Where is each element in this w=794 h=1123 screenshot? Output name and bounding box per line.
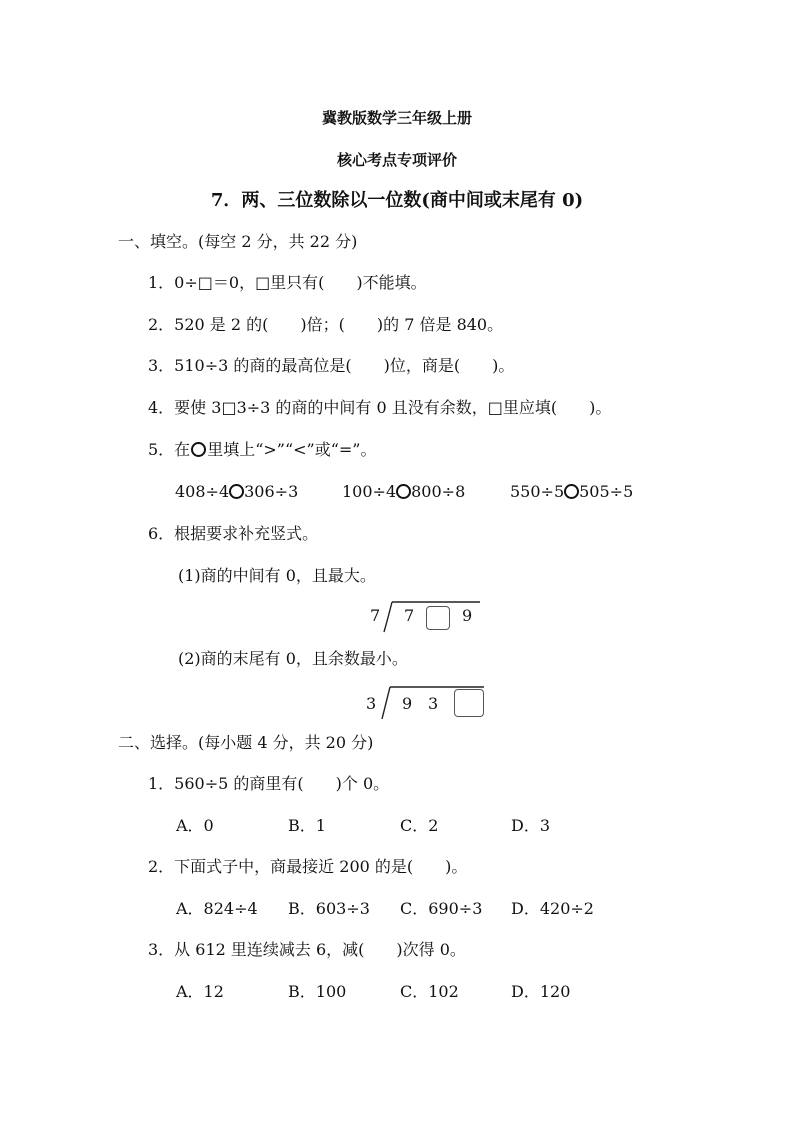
compare-right: 505÷5: [579, 482, 634, 501]
dividend-digit: 3: [428, 694, 439, 713]
compare-left: 550÷5: [510, 482, 565, 501]
question-1-5-suffix: 里填上“>”“<”或“=”。: [207, 440, 377, 459]
option-d[interactable]: D．420÷2: [511, 899, 594, 918]
option-c[interactable]: C．690÷3: [400, 899, 483, 918]
page-subtitle: 核心考点专项评价: [336, 151, 457, 169]
book-title: 冀教版数学三年级上册: [321, 109, 472, 127]
question-1-5: [148, 440, 377, 460]
question-1-2: 2．520 是 2 的( )倍；( )的 7 倍是 840。: [148, 315, 504, 334]
question-1-6b: (2)商的末尾有 0，且余数最小。: [178, 649, 408, 668]
divisor: 3: [366, 694, 377, 713]
option-a[interactable]: A．12: [176, 982, 224, 1001]
options-2-3: [176, 982, 616, 1002]
option-b[interactable]: B．100: [288, 982, 347, 1001]
section-2-heading: 二、选择。(每小题 4 分，共 20 分): [118, 733, 374, 752]
circle-icon[interactable]: [396, 484, 411, 499]
circle-icon[interactable]: [229, 484, 244, 499]
option-c[interactable]: C．2: [400, 816, 439, 835]
compare-left: 408÷4: [175, 482, 230, 501]
answer-box[interactable]: [454, 689, 484, 717]
compare-right: 800÷8: [411, 482, 466, 501]
dividend-digit: 9: [402, 694, 413, 713]
question-2-3: 3．从 612 里连续减去 6，减( )次得 0。: [148, 940, 466, 959]
compare-item-3: [510, 482, 633, 502]
option-d[interactable]: D．120: [511, 982, 571, 1001]
compare-right: 306÷3: [244, 482, 299, 501]
dividend-digit: 7: [404, 606, 415, 625]
question-1-3: 3．510÷3 的商的最高位是( )位，商是( )。: [148, 356, 515, 375]
answer-box[interactable]: [426, 606, 450, 630]
question-2-2: 2．下面式子中，商最接近 200 的是( )。: [148, 857, 468, 876]
section-1-heading: 一、填空。(每空 2 分，共 22 分): [118, 232, 358, 251]
option-a[interactable]: A．0: [176, 816, 214, 835]
option-a[interactable]: A．824÷4: [176, 899, 258, 918]
option-b[interactable]: B．1: [288, 816, 326, 835]
circle-icon: [191, 442, 206, 457]
compare-item-2: [342, 482, 465, 502]
unit-title: 7．两、三位数除以一位数(商中间或末尾有 0): [210, 190, 584, 211]
options-2-2: [176, 899, 616, 919]
long-division-2: [362, 685, 488, 721]
option-c[interactable]: C．102: [400, 982, 459, 1001]
question-1-1: 1．0÷□＝0，□里只有( )不能填。: [148, 273, 427, 292]
question-1-6a: (1)商的中间有 0，且最大。: [178, 566, 376, 585]
compare-item-1: [175, 482, 298, 502]
option-b[interactable]: B．603÷3: [288, 899, 370, 918]
divisor: 7: [370, 606, 381, 625]
question-2-1: 1．560÷5 的商里有( )个 0。: [148, 774, 390, 793]
option-d[interactable]: D．3: [511, 816, 551, 835]
question-1-5-prefix: 5．在: [148, 440, 191, 459]
circle-icon[interactable]: [564, 484, 579, 499]
question-1-6: 6．根据要求补充竖式。: [148, 524, 319, 543]
question-1-4: 4．要使 3□3÷3 的商的中间有 0 且没有余数，□里应填( )。: [148, 398, 612, 417]
dividend-digit: 9: [462, 606, 473, 625]
long-division-1: [366, 600, 486, 634]
compare-left: 100÷4: [342, 482, 397, 501]
options-2-1: [176, 816, 596, 836]
